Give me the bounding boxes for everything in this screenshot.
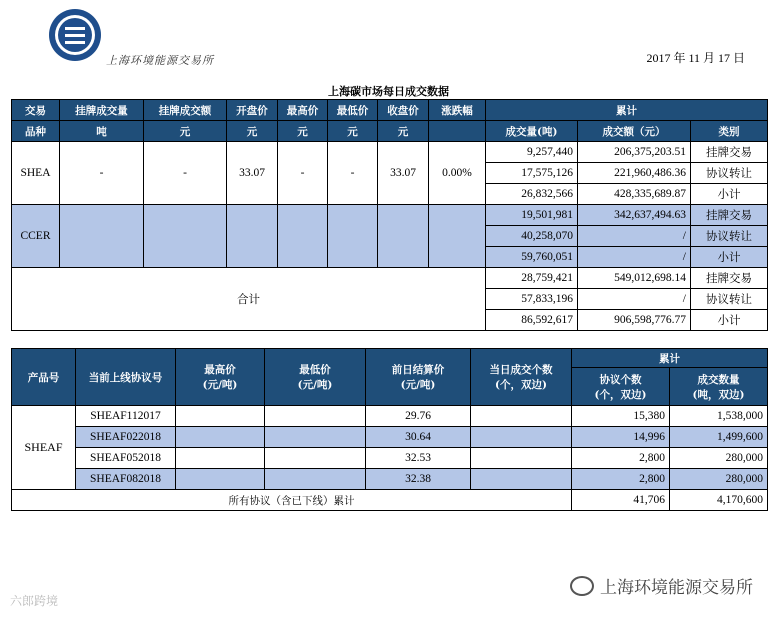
contract-code: SHEAF112017 [76, 406, 176, 427]
day-count [471, 406, 572, 427]
header-cumulative: 累计 [572, 349, 768, 368]
total-agreements: 41,706 [572, 490, 670, 511]
wechat-brand [570, 573, 753, 598]
unit-label: (个，双边) [495, 379, 547, 391]
unit-label: (个，双边) [594, 388, 647, 401]
agreements: 14,996 [572, 427, 670, 448]
report-date: 2017 年 11 月 17 日 [646, 51, 745, 65]
header-settle [366, 349, 471, 406]
cum-amount: 549,012,698.14 [578, 268, 691, 289]
day-count [471, 448, 572, 469]
header-agreements-label: 协议个数 [599, 373, 642, 386]
category: 挂牌交易 [691, 205, 768, 226]
low-price [265, 427, 366, 448]
category: 挂牌交易 [691, 142, 768, 163]
daily-trading-table [11, 99, 768, 331]
watermark: 六郎跨境 [10, 594, 59, 608]
settle-price: 32.38 [366, 469, 471, 490]
table-row [12, 406, 768, 427]
settle-price: 29.76 [366, 406, 471, 427]
table-row-total [12, 490, 768, 511]
header-day-count-label: 当日成交个数 [489, 364, 553, 376]
total-quantity: 4,170,600 [670, 490, 768, 511]
category: 小计 [691, 310, 768, 331]
wechat-icon [570, 576, 594, 596]
low-price [265, 406, 366, 427]
cum-amount: 428,335,689.87 [578, 184, 691, 205]
empty-cell [60, 205, 144, 268]
header-change: 涨跌幅 [429, 100, 486, 121]
cum-amount: 342,637,494.63 [578, 205, 691, 226]
header-high-label: 最高价 [204, 364, 236, 376]
brand-name: 上海环境能源交易所 [106, 54, 214, 67]
contract-code: SHEAF082018 [76, 469, 176, 490]
header-product-code: 产品号 [12, 349, 76, 406]
cum-volume: 26,832,566 [486, 184, 578, 205]
empty-cell [227, 205, 278, 268]
agreements: 2,800 [572, 469, 670, 490]
unit-yuan: 元 [378, 121, 429, 142]
category: 协议转让 [691, 163, 768, 184]
header-qty [670, 368, 768, 406]
category: 协议转让 [691, 226, 768, 247]
cum-amount: 206,375,203.51 [578, 142, 691, 163]
header-close: 收盘价 [378, 100, 429, 121]
high-price [176, 406, 265, 427]
change-pct: 0.00% [429, 142, 486, 205]
cum-volume: 86,592,617 [486, 310, 578, 331]
header-listed-amount: 挂牌成交额 [144, 100, 227, 121]
unit-yuan: 元 [328, 121, 378, 142]
header-high [176, 349, 265, 406]
unit-empty [429, 121, 486, 142]
day-count [471, 427, 572, 448]
category: 小计 [691, 247, 768, 268]
header-qty-label: 成交数量 [697, 373, 740, 386]
exchange-logo-icon [48, 8, 102, 62]
category: 小计 [691, 184, 768, 205]
header-high: 最高价 [278, 100, 328, 121]
category: 挂牌交易 [691, 268, 768, 289]
unit-label: (吨，双边) [692, 388, 745, 401]
settle-price: 32.53 [366, 448, 471, 469]
futures-table [11, 348, 768, 511]
close-price: 33.07 [378, 142, 429, 205]
header-open: 开盘价 [227, 100, 278, 121]
contract-code: SHEAF052018 [76, 448, 176, 469]
category: 协议转让 [691, 289, 768, 310]
empty-cell [144, 205, 227, 268]
unit-label: (元/吨) [202, 379, 238, 391]
quantity: 1,538,000 [670, 406, 768, 427]
cum-amount: / [578, 289, 691, 310]
unit-label: (元/吨) [400, 379, 436, 391]
header-cumulative: 累计 [486, 100, 768, 121]
empty-cell [278, 205, 328, 268]
wechat-brand-label: 上海环境能源交易所 [600, 578, 753, 598]
day-count [471, 469, 572, 490]
header-product: 交易 [12, 100, 60, 121]
header-settle-label: 前日结算价 [391, 364, 445, 376]
table-row [12, 268, 768, 289]
high-price [176, 448, 265, 469]
unit-yuan: 元 [278, 121, 328, 142]
cum-amount: 906,598,776.77 [578, 310, 691, 331]
empty-cell [378, 205, 429, 268]
settle-price: 30.64 [366, 427, 471, 448]
header-listed-volume: 挂牌成交量 [60, 100, 144, 121]
report-title: 上海碳市场每日成交数据 [328, 85, 449, 98]
high-price [176, 427, 265, 448]
low-price [265, 448, 366, 469]
total-label: 合计 [12, 268, 486, 331]
table-row [12, 427, 768, 448]
table-row [12, 448, 768, 469]
header-low [265, 349, 366, 406]
quantity: 280,000 [670, 469, 768, 490]
cum-volume: 9,257,440 [486, 142, 578, 163]
total-label: 所有协议（含已下线）累计 [12, 490, 572, 511]
low-price [265, 469, 366, 490]
product-sheaf: SHEAF [12, 406, 76, 490]
cum-volume: 57,833,196 [486, 289, 578, 310]
header-category: 类别 [691, 121, 768, 142]
unit-yuan: 元 [144, 121, 227, 142]
high-price [176, 469, 265, 490]
high-price: - [278, 142, 328, 205]
table-row [12, 142, 768, 163]
header-product-sub: 品种 [12, 121, 60, 142]
product-ccer: CCER [12, 205, 60, 268]
empty-cell [429, 205, 486, 268]
header-agreements [572, 368, 670, 406]
cum-volume: 28,759,421 [486, 268, 578, 289]
quantity: 280,000 [670, 448, 768, 469]
cum-volume: 19,501,981 [486, 205, 578, 226]
cum-amount: 221,960,486.36 [578, 163, 691, 184]
cum-amount: / [578, 226, 691, 247]
unit-yuan: 元 [227, 121, 278, 142]
listed-amount: - [144, 142, 227, 205]
table-row [12, 469, 768, 490]
quantity: 1,499,600 [670, 427, 768, 448]
open-price: 33.07 [227, 142, 278, 205]
unit-ton: 吨 [60, 121, 144, 142]
header-cum-volume: 成交量(吨) [486, 121, 578, 142]
cum-volume: 17,575,126 [486, 163, 578, 184]
listed-volume: - [60, 142, 144, 205]
header-day-count [471, 349, 572, 406]
unit-label: (元/吨) [297, 379, 333, 391]
table-row [12, 205, 768, 226]
header-cum-amount: 成交额（元） [578, 121, 691, 142]
header-low: 最低价 [328, 100, 378, 121]
cum-volume: 40,258,070 [486, 226, 578, 247]
agreements: 15,380 [572, 406, 670, 427]
agreements: 2,800 [572, 448, 670, 469]
header-contract: 当前上线协议号 [76, 349, 176, 406]
header-low-label: 最低价 [299, 364, 331, 376]
low-price: - [328, 142, 378, 205]
cum-amount: / [578, 247, 691, 268]
contract-code: SHEAF022018 [76, 427, 176, 448]
product-shea: SHEA [12, 142, 60, 205]
empty-cell [328, 205, 378, 268]
cum-volume: 59,760,051 [486, 247, 578, 268]
